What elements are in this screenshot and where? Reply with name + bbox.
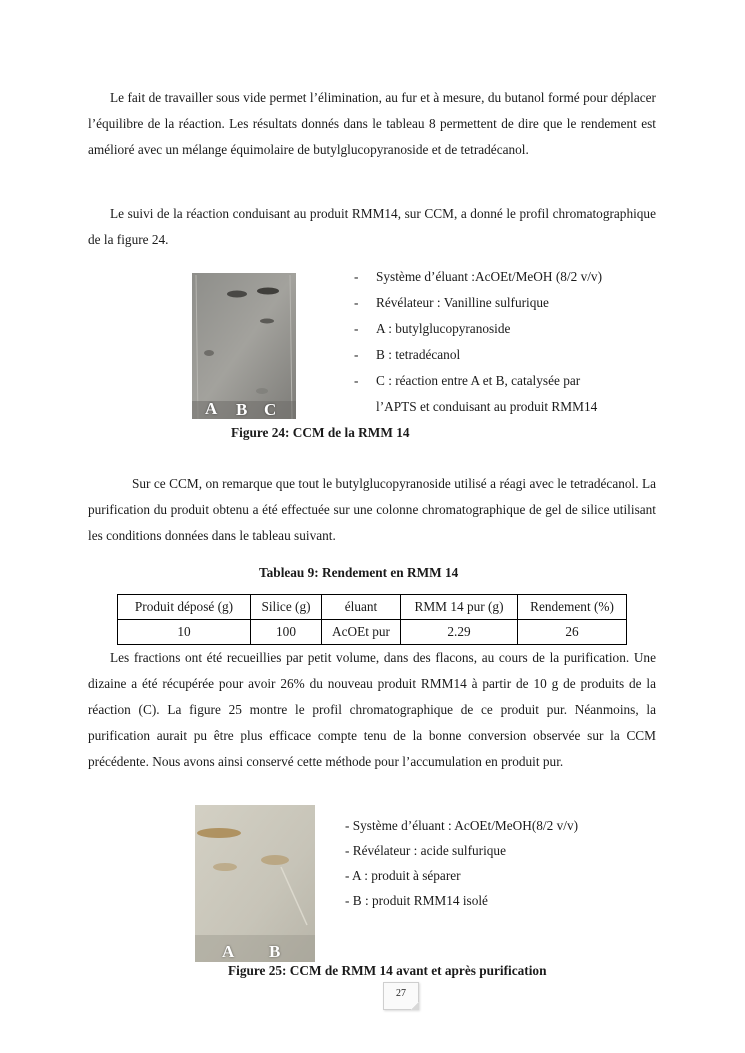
- table-header-row: [118, 595, 627, 620]
- legend-item-a: - A : butylglucopyranoside: [352, 316, 602, 342]
- legend-dash: -: [354, 269, 359, 284]
- legend-item-c: - C : réaction entre A et B, catalysée par: [352, 368, 602, 394]
- legend-dash: -: [354, 373, 359, 388]
- table-row: [118, 620, 627, 645]
- legend-item-revealer: - Révélateur : acide sulfurique: [345, 843, 506, 858]
- table-cell: 100: [251, 620, 322, 645]
- table-header-cell: Silice (g): [251, 595, 322, 620]
- legend-item-a: - A : produit à séparer: [345, 868, 461, 883]
- paragraph-purification: Sur ce CCM, on remarque que tout le butylglucopyranoside utilisé a réagi avec le tetradécanol. La purification du produit obtenu a été effectuée sur une colonne chromatographique de gel de silice utilisant les conditions données dans le tableau suivant.: [88, 476, 656, 543]
- figure-24-lane-label-c: C: [264, 400, 277, 419]
- figure-24-legend: [352, 264, 602, 420]
- legend-dash: -: [354, 321, 359, 336]
- legend-item-eluent: - Système d’éluant :AcOEt/MeOH (8/2 v/v): [352, 264, 602, 290]
- figure-25-tlc-plate: [195, 805, 315, 962]
- figure-24-tlc-image: [192, 273, 296, 419]
- page-number-text: 27: [396, 988, 406, 999]
- paragraph-fractions: Les fractions ont été recueillies par petit volume, dans des flacons, au cours de la purification. Une dizaine a été récupérée pour avoir 26% du nouveau produit RMM14 à partir de 10 g de produits de la réaction (C). La figure 25 montre le profil chromatographique de ce produit pur. Néanmoins, la purification aurait pu être plus efficace compte tenu de la bonne conversion observée sur la CCM précédente. Nous avons ainsi conservé cette méthode pour l’accumulation en produit pur.: [88, 650, 656, 769]
- figure-25-lane-label-b: B: [269, 942, 281, 961]
- figure-25-lane-label-a: A: [222, 942, 235, 961]
- figure-24-lane-label-a: A: [205, 399, 218, 418]
- legend-item-eluent: - Système d’éluant : AcOEt/MeOH(8/2 v/v): [345, 818, 579, 833]
- paragraph-tlc-monitoring: Le suivi de la réaction conduisant au produit RMM14, sur CCM, a donné le profil chromatographique de la figure 24.: [88, 206, 656, 247]
- figure-24-lane-label-b: B: [236, 400, 248, 419]
- paragraph-vacuum-butanol: Le fait de travailler sous vide permet l’élimination, au fur et à mesure, du butanol formé pour déplacer l’équilibre de la réaction. Les résultats donnés dans le tableau 8 permettent de dire que le rendement est amélioré avec un mélange équimolaire de butylglucopyranoside et de tetradécanol.: [88, 90, 656, 157]
- legend-dash: -: [354, 347, 359, 362]
- legend-item-revealer: - Révélateur : Vanilline sulfurique: [352, 290, 602, 316]
- figure-24-tlc-plate: [192, 273, 296, 419]
- legend-item-c-continuation: l’APTS et conduisant au produit RMM14: [376, 399, 598, 414]
- table-header-cell: Produit déposé (g): [118, 595, 251, 620]
- table-9-yield: [117, 594, 627, 645]
- page-number: [383, 982, 419, 1010]
- table-header-cell: éluant: [322, 595, 401, 620]
- table-header-cell: Rendement (%): [518, 595, 627, 620]
- legend-item-b: - B : produit RMM14 isolé: [345, 893, 488, 908]
- table-cell: 10: [118, 620, 251, 645]
- table-cell: 26: [518, 620, 627, 645]
- figure-24-caption: Figure 24: CCM de la RMM 14: [231, 425, 410, 440]
- page-fold-icon: [411, 1002, 419, 1010]
- table-9-title: Tableau 9: Rendement en RMM 14: [259, 565, 459, 580]
- legend-dash: -: [354, 295, 359, 310]
- table-header-cell: RMM 14 pur (g): [401, 595, 518, 620]
- legend-item-b: - B : tetradécanol: [352, 342, 602, 368]
- table-cell: 2.29: [401, 620, 518, 645]
- table-cell: AcOEt pur: [322, 620, 401, 645]
- figure-25-tlc-image: [195, 805, 315, 962]
- figure-25-caption: Figure 25: CCM de RMM 14 avant et après purification: [228, 963, 547, 978]
- figure-25-legend: [345, 813, 578, 913]
